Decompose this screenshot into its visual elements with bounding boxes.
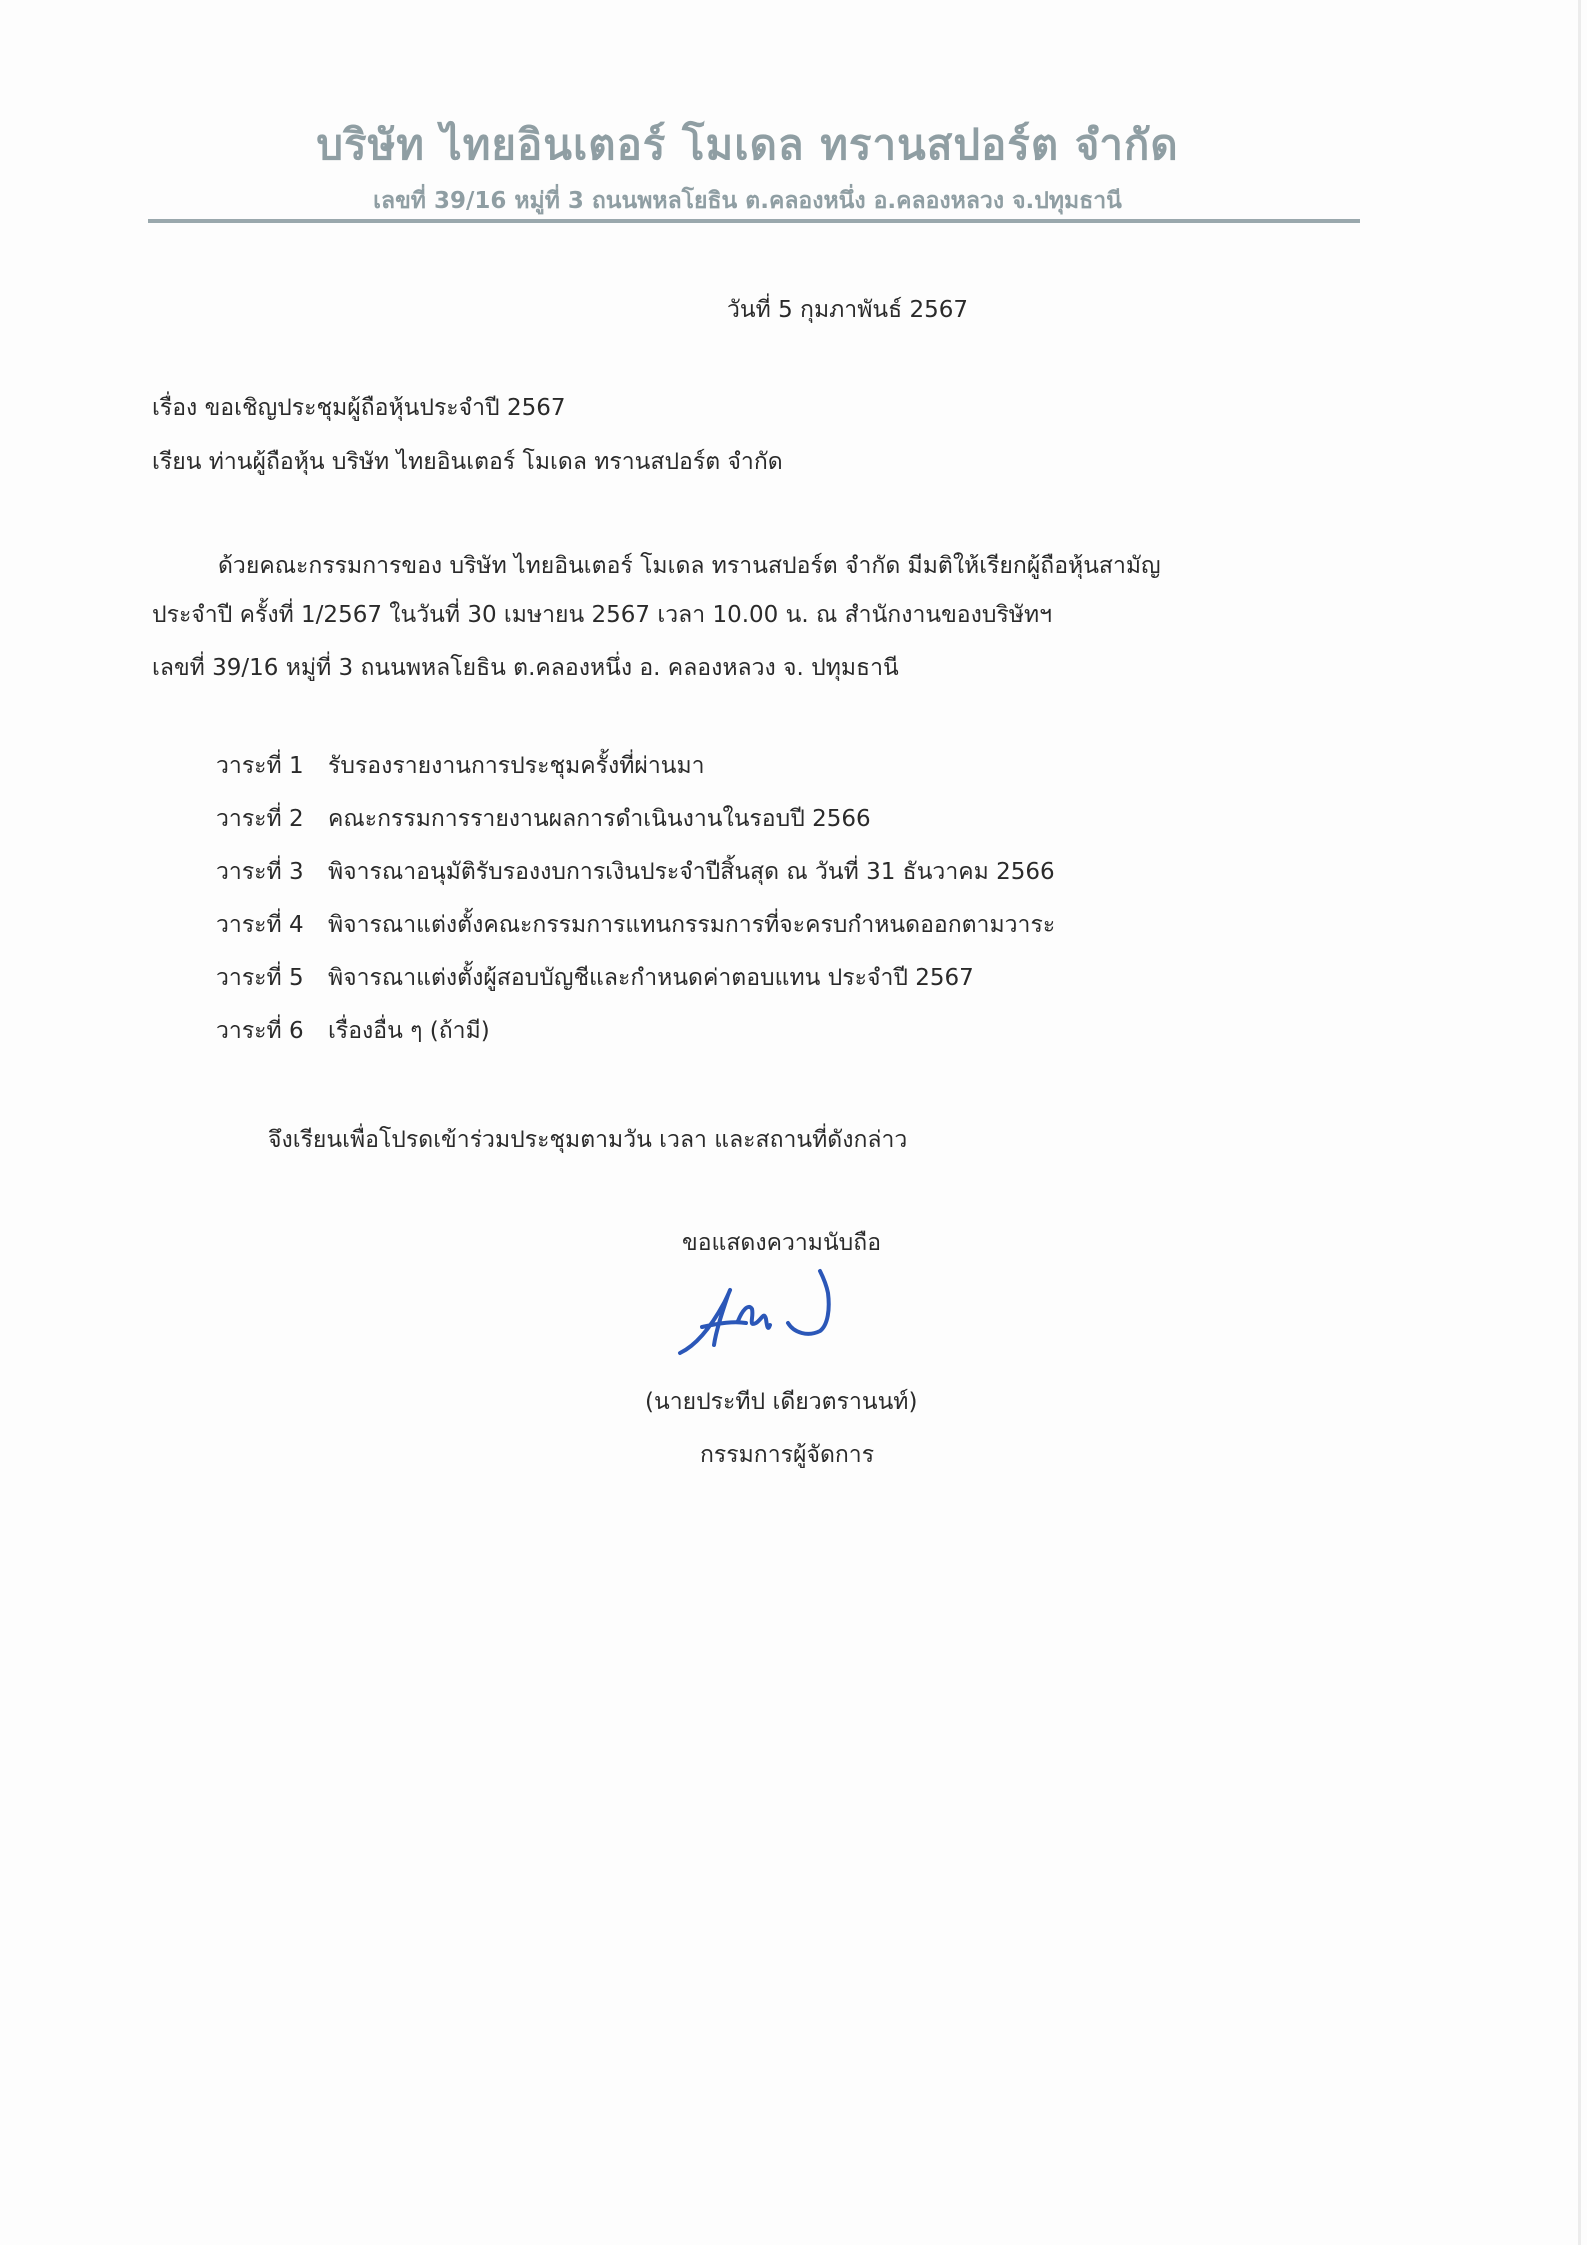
agenda-number: วาระที่ 1 [216, 753, 304, 779]
agenda-text: พิจารณาอนุมัติรับรองงบการเงินประจำปีสิ้นสุด ณ วันที่ 31 ธันวาคม 2566 [328, 859, 1055, 885]
closing-statement: จึงเรียนเพื่อโปรดเข้าร่วมประชุมตามวัน เวลา และสถานที่ดังกล่าว [268, 1127, 908, 1153]
agenda-text: รับรองรายงานการประชุมครั้งที่ผ่านมา [328, 753, 705, 779]
agenda-item [216, 907, 1055, 960]
body-paragraph-line: ด้วยคณะกรรมการของ บริษัท ไทยอินเตอร์ โมเดล ทรานสปอร์ต จำกัด มีมติให้เรียกผู้ถือหุ้นสามัญ [218, 553, 1161, 579]
agenda-item [216, 748, 1055, 801]
agenda-number: วาระที่ 5 [216, 965, 304, 991]
agenda-item [216, 1013, 1055, 1066]
body-paragraph-line: เลขที่ 39/16 หมู่ที่ 3 ถนนพหลโยธิน ต.คลองหนึ่ง อ. คลองหลวง จ. ปทุมธานี [152, 655, 899, 681]
agenda-item [216, 960, 1055, 1013]
signer-position: กรรมการผู้จัดการ [700, 1442, 875, 1468]
agenda-text: พิจารณาแต่งตั้งผู้สอบบัญชีและกำหนดค่าตอบแทน ประจำปี 2567 [328, 965, 974, 991]
sincerely-text: ขอแสดงความนับถือ [682, 1230, 882, 1256]
agenda-number: วาระที่ 3 [216, 859, 304, 885]
scan-edge [1578, 0, 1581, 2245]
agenda-list [216, 748, 1055, 1066]
signer-name: (นายประทีป เดียวตรานนท์) [645, 1389, 918, 1415]
company-name: บริษัท ไทยอินเตอร์ โมเดล ทรานสปอร์ต จำกัด [316, 120, 1179, 169]
company-address: เลขที่ 39/16 หมู่ที่ 3 ถนนพหลโยธิน ต.คลองหนึ่ง อ.คลองหลวง จ.ปทุมธานี [373, 188, 1122, 214]
agenda-number: วาระที่ 6 [216, 1018, 304, 1044]
agenda-item [216, 854, 1055, 907]
body-paragraph-line: ประจำปี ครั้งที่ 1/2567 ในวันที่ 30 เมษายน 2567 เวลา 10.00 น. ณ สำนักงานของบริษัทฯ [152, 602, 1053, 628]
agenda-text: พิจารณาแต่งตั้งคณะกรรมการแทนกรรมการที่จะครบกำหนดออกตามวาระ [328, 912, 1056, 938]
letter-recipient: เรียน ท่านผู้ถือหุ้น บริษัท ไทยอินเตอร์ โมเดล ทรานสปอร์ต จำกัด [152, 449, 783, 475]
agenda-text: คณะกรรมการรายงานผลการดำเนินงานในรอบปี 2566 [328, 806, 871, 832]
agenda-number: วาระที่ 2 [216, 806, 304, 832]
letter-subject: เรื่อง ขอเชิญประชุมผู้ถือหุ้นประจำปี 2567 [152, 395, 566, 421]
agenda-text: เรื่องอื่น ๆ (ถ้ามี) [328, 1018, 490, 1044]
agenda-item [216, 801, 1055, 854]
letter-date: วันที่ 5 กุมภาพันธ์ 2567 [727, 297, 968, 323]
letterhead-divider [148, 219, 1360, 223]
signature-icon [672, 1265, 872, 1365]
agenda-number: วาระที่ 4 [216, 912, 304, 938]
